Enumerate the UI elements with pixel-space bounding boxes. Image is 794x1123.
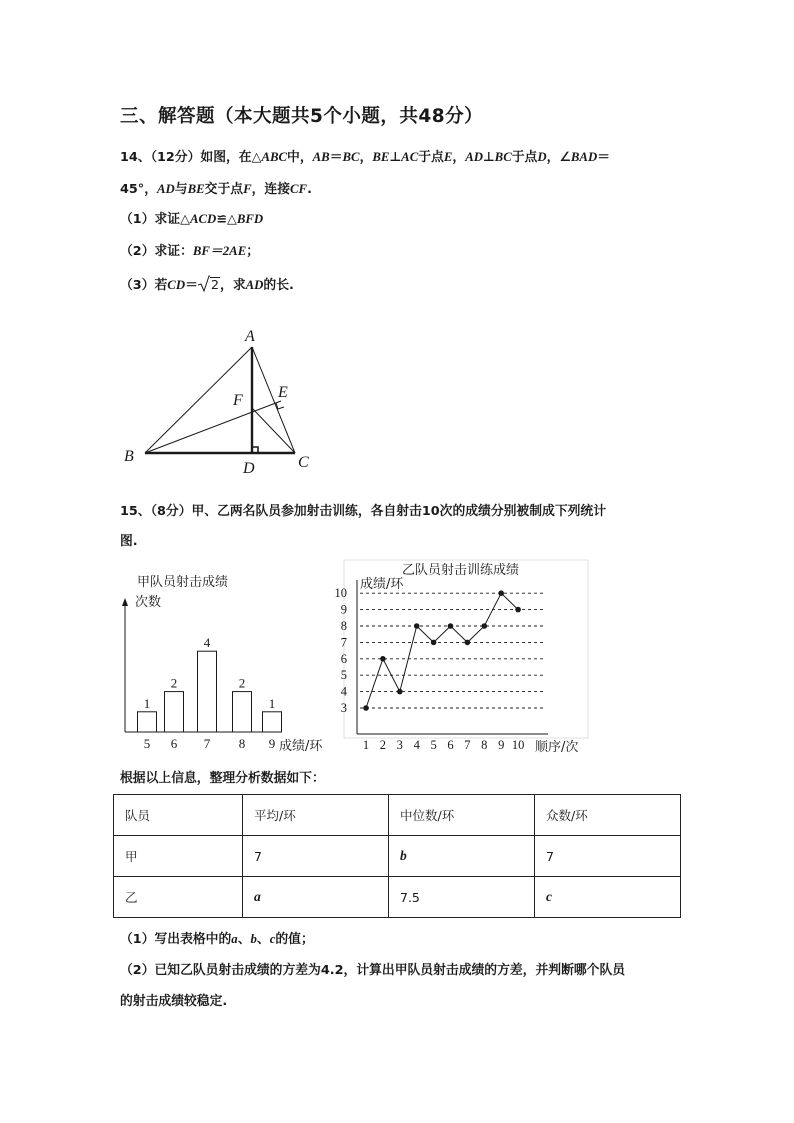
table-cell: a: [243, 877, 389, 918]
table-header-cell: 众数/环: [535, 795, 681, 836]
q14-part3: （3）若CD＝ 2，求AD的长.: [120, 274, 294, 293]
x-tick-label: 9: [498, 738, 505, 752]
q15-part2-line2: 的射击成绩较稳定.: [120, 994, 228, 1009]
q15-line2: 图.: [120, 534, 138, 549]
data-point: [380, 656, 386, 662]
y-tick-label: 5: [340, 668, 347, 683]
label-f: F: [233, 392, 243, 409]
bar-tick-label: 6: [170, 736, 178, 751]
table-header-cell: 中位数/环: [389, 795, 535, 836]
line-chart-yi: [322, 558, 592, 758]
table-header-cell: 平均/环: [243, 795, 389, 836]
bar-chart-ylabel: 次数: [135, 595, 162, 610]
table-cell: 乙: [114, 877, 243, 918]
data-point: [515, 607, 521, 613]
bar-chart-jia: [115, 568, 330, 758]
table-header-cell: 队员: [114, 795, 243, 836]
q15-part2-line1: （2）已知乙队员射击成绩的方差为4.2，计算出甲队员射击成绩的方差，并判断哪个队员: [120, 963, 626, 978]
table-cell: 7: [243, 836, 389, 877]
x-tick-label: 3: [396, 738, 403, 752]
y-tick-label: 3: [340, 701, 347, 715]
analysis-table: [113, 794, 681, 918]
x-tick-label: 1: [362, 738, 370, 752]
x-tick-label: 4: [413, 738, 420, 752]
label-d: D: [243, 460, 255, 477]
table-cell: b: [389, 836, 535, 877]
segment-ac: [252, 347, 295, 453]
section-title: 三、解答题（本大题共5个小题，共48分）: [120, 106, 484, 127]
bar: [233, 692, 252, 732]
y-tick-label: 8: [340, 619, 347, 633]
bar-tick-label: 9: [268, 736, 276, 751]
data-point: [465, 640, 471, 646]
data-point: [448, 623, 454, 629]
bar: [165, 692, 184, 732]
bar-data-label: 2: [238, 675, 246, 691]
bar-tick-label: 7: [203, 736, 211, 751]
q15-line1: 15、（8分）甲、乙两名队员参加射击训练，各自射击10次的成绩分别被制成下列统计: [120, 504, 607, 519]
bar-chart-xlabel: 成绩/环: [279, 739, 323, 754]
bar: [138, 712, 157, 732]
bar-data-label: 4: [203, 635, 211, 651]
y-tick-label: 4: [340, 684, 347, 699]
table-cell: 7.5: [389, 877, 535, 918]
triangle-figure: [118, 322, 323, 480]
bar: [263, 712, 282, 732]
bar-data-label: 2: [170, 675, 178, 691]
y-tick-label: 6: [340, 651, 347, 666]
data-point: [482, 623, 488, 629]
y-tick-label: 10: [334, 586, 347, 601]
label-b: B: [124, 448, 134, 465]
table-row: [114, 836, 681, 877]
table-row: [114, 877, 681, 918]
x-tick-label: 5: [430, 738, 437, 752]
x-tick-label: 10: [511, 738, 525, 752]
radical-sign: [198, 275, 210, 293]
line-chart-ylabel: 成绩/环: [360, 577, 404, 592]
radicand: 2: [210, 278, 220, 293]
q14-line2: 45°，AD与BE交于点F，连接CF.: [120, 182, 312, 197]
data-point: [363, 705, 369, 711]
right-angle-e: [276, 403, 284, 409]
q15-part1: （1）写出表格中的a、b、c的值；: [120, 932, 314, 947]
label-a: A: [245, 328, 255, 345]
table-header-row: [114, 795, 681, 836]
y-tick-label: 9: [340, 602, 347, 617]
x-tick-label: 6: [447, 738, 454, 752]
label-c: C: [298, 454, 309, 471]
bar-data-label: 1: [268, 695, 276, 711]
sqrt-expression: [198, 275, 220, 293]
bar: [198, 651, 217, 732]
series-line: [366, 593, 518, 708]
q14-part2: （2）求证：BF＝2AE；: [120, 244, 260, 259]
data-point: [498, 590, 504, 596]
label-e: E: [278, 384, 288, 401]
table-cell: 甲: [114, 836, 243, 877]
bar-data-label: 1: [143, 695, 151, 711]
y-tick-label: 7: [340, 635, 347, 650]
line-chart-title: 乙队员射击训练成绩: [402, 563, 520, 578]
bar-tick-label: 5: [143, 736, 151, 751]
bar-chart-title: 甲队员射击成绩: [137, 575, 229, 590]
bar-y-axis-arrow: [122, 598, 128, 606]
q14-line1: 14、（12分）如图，在△ABC中，AB＝BC，BE⊥AC于点E，AD⊥BC于点D，∠BAD＝: [120, 150, 610, 165]
table-cell: c: [535, 877, 681, 918]
data-point: [414, 623, 420, 629]
bar-tick-label: 8: [238, 736, 246, 751]
data-point: [397, 689, 403, 695]
data-point: [431, 640, 437, 646]
line-chart-xlabel: 顺序/次: [535, 740, 579, 755]
table-cell: 7: [535, 836, 681, 877]
x-tick-label: 7: [464, 738, 471, 752]
segment-be: [145, 401, 281, 453]
q14-part1: （1）求证△ACD≌△BFD: [120, 212, 264, 227]
x-tick-label: 8: [481, 738, 488, 752]
q15-info: 根据以上信息，整理分析数据如下：: [120, 771, 325, 786]
x-tick-label: 2: [379, 738, 387, 752]
